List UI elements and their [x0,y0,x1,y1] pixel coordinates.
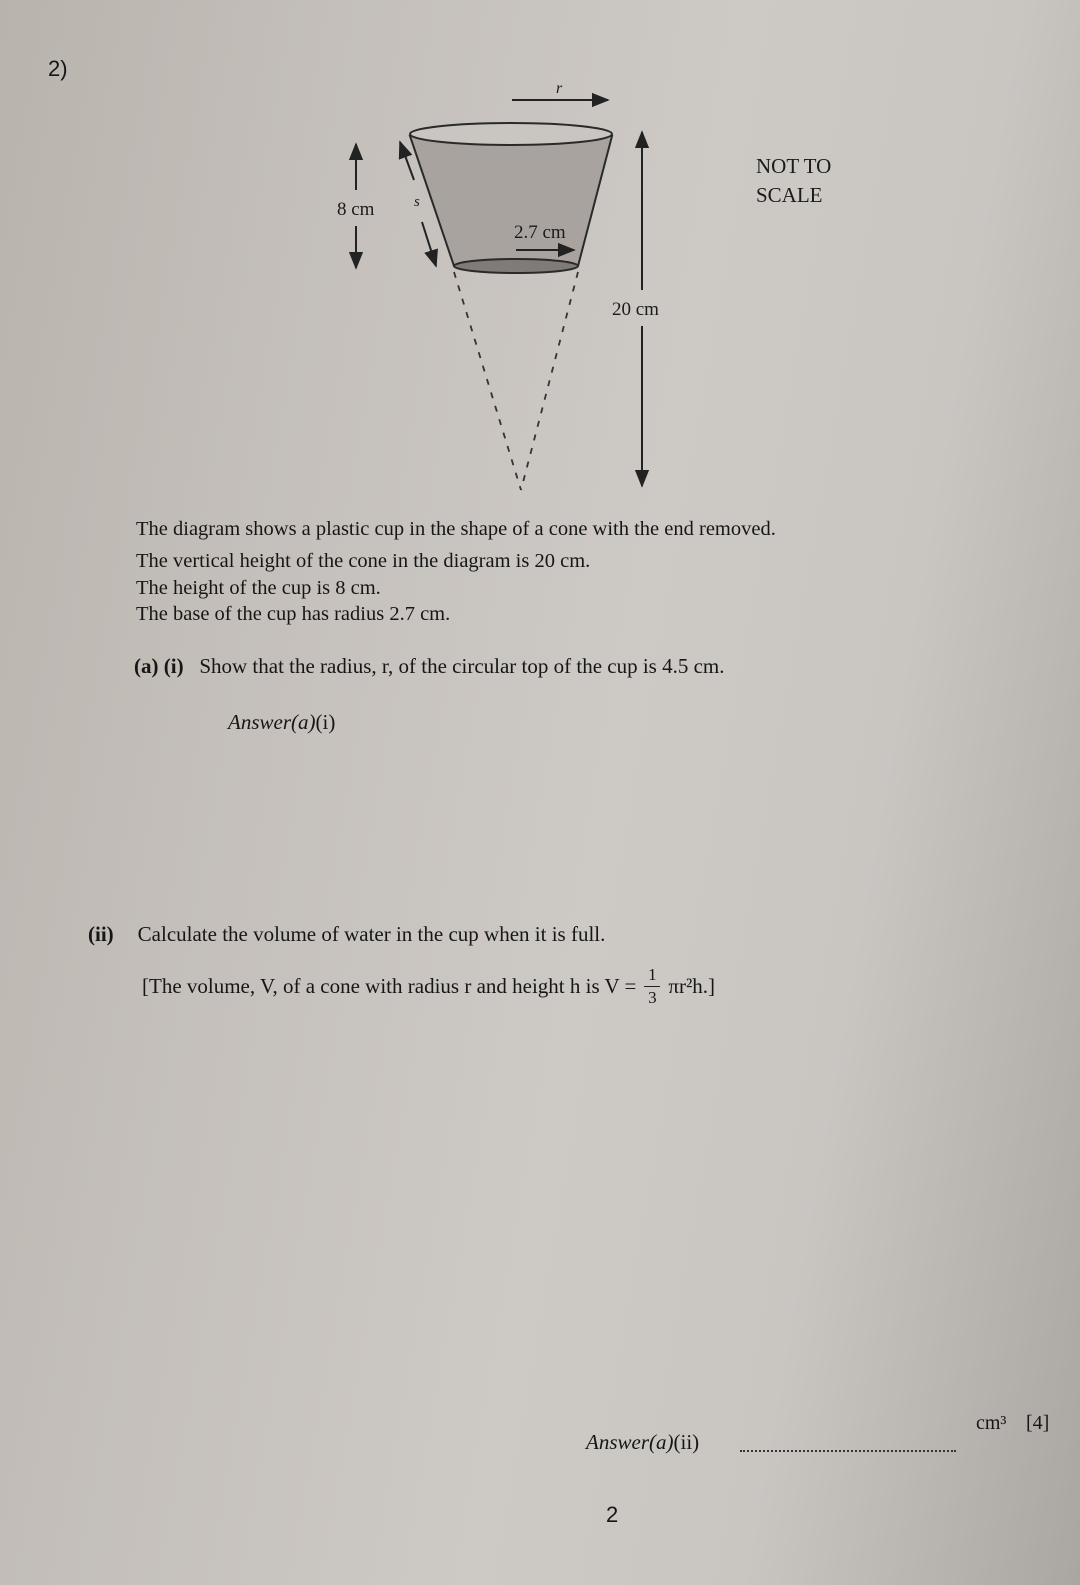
formula-fraction: $\frac{1}{3}$ [644,966,660,1007]
question-a-i-label: (a) (i) [134,654,184,678]
not-to-scale-line2: SCALE [756,183,823,207]
cup-top-rim [410,123,612,145]
answer-a-i-label: Answer(a)(i) [228,710,336,734]
not-to-scale-line1: NOT TO [756,154,832,178]
description-line-4: The base of the cup has radius 2.7 cm. [136,603,451,625]
cup-base [454,259,578,273]
label-s: s [414,194,420,210]
label-20cm: 20 cm [612,299,659,320]
question-a-i [134,654,725,679]
answer-a-ii-label: Answer(a)(ii) [586,1430,700,1454]
label-8cm: 8 cm [337,199,375,220]
label-r: r [556,80,563,97]
removed-cone-left-dashed [454,272,521,490]
slant-s-arrow-down [422,222,436,266]
label-2-7cm: 2.7 cm [514,222,566,243]
formula-prefix: [The volume, V, of a cone with radius r and height h is V = [142,974,637,998]
marks-badge: [4] [1026,1412,1050,1434]
question-a-ii-label: (ii) [88,922,114,946]
cone-volume-formula [142,966,715,1007]
cup-body [410,136,612,266]
formula-suffix: πr²h.] [668,974,716,998]
slant-s-arrow-up [400,142,414,180]
removed-cone-right-dashed [521,272,578,490]
description-line-2: The vertical height of the cone in the diagram is 20 cm. [136,550,591,572]
question-number: 2) [48,56,68,81]
question-a-ii [88,922,605,947]
cone-cup-diagram [0,0,1080,520]
page-number: 2 [606,1502,619,1527]
question-a-ii-text: Calculate the volume of water in the cup when it is full. [137,922,606,946]
description-line-3: The height of the cup is 8 cm. [136,577,381,599]
answer-a-ii-line[interactable] [740,1436,956,1452]
answer-unit: cm³ [976,1412,1007,1434]
description-line-1: The diagram shows a plastic cup in the shape of a cone with the end removed. [136,518,776,540]
question-a-i-text: Show that the radius, r, of the circular top of the cup is 4.5 cm. [199,654,725,678]
